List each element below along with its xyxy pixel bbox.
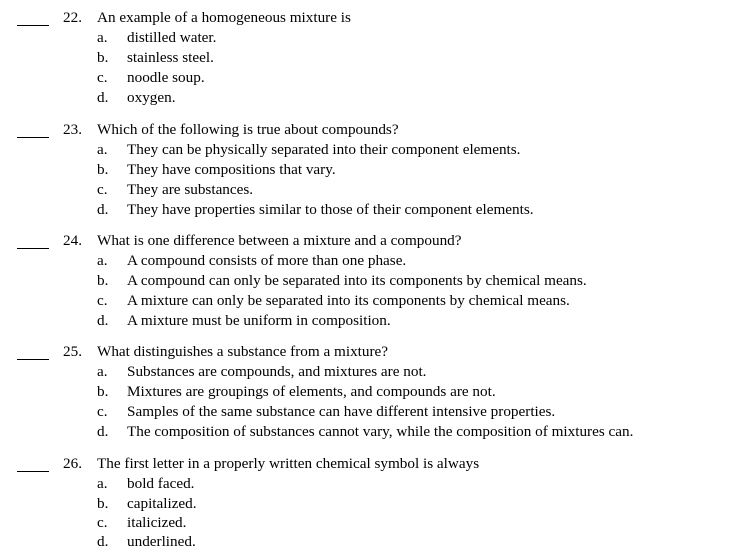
option-text: They can be physically separated into their component elements. xyxy=(127,141,521,158)
option-letter: a. xyxy=(97,252,108,269)
option-letter: d. xyxy=(97,533,109,550)
option-text: A mixture can only be separated into its components by chemical means. xyxy=(127,292,570,309)
question-text: What distinguishes a substance from a mixture? xyxy=(97,343,389,360)
option-letter: d. xyxy=(97,89,109,106)
answer-blank[interactable] xyxy=(17,231,49,249)
option-letter: c. xyxy=(97,181,108,198)
option-text: stainless steel. xyxy=(127,49,214,66)
option-letter: a. xyxy=(97,475,108,492)
option-letter: b. xyxy=(97,383,109,400)
question-number: 23. xyxy=(63,121,82,138)
option-letter: b. xyxy=(97,49,109,66)
option-text: Samples of the same substance can have different intensive properties. xyxy=(127,403,556,420)
option-letter: a. xyxy=(97,141,108,158)
option-letter: d. xyxy=(97,423,109,440)
option-letter: b. xyxy=(97,272,109,289)
option-text: Substances are compounds, and mixtures are not. xyxy=(127,363,427,380)
option-text: They have compositions that vary. xyxy=(127,161,336,178)
option-text: Mixtures are groupings of elements, and compounds are not. xyxy=(127,383,496,400)
option-letter: a. xyxy=(97,29,108,46)
option-text: A compound can only be separated into its components by chemical means. xyxy=(127,272,587,289)
question-text: Which of the following is true about compounds? xyxy=(97,121,399,138)
question-number: 26. xyxy=(63,455,82,472)
answer-blank[interactable] xyxy=(17,342,49,360)
option-text: oxygen. xyxy=(127,89,176,106)
option-letter: a. xyxy=(97,363,108,380)
question-number: 24. xyxy=(63,232,82,249)
option-text: bold faced. xyxy=(127,475,195,492)
option-letter: b. xyxy=(97,161,109,178)
option-letter: c. xyxy=(97,69,108,86)
option-text: italicized. xyxy=(127,514,187,531)
option-text: A mixture must be uniform in composition. xyxy=(127,312,391,329)
option-letter: d. xyxy=(97,312,109,329)
question-text: The first letter in a properly written chemical symbol is always xyxy=(97,455,480,472)
option-letter: c. xyxy=(97,292,108,309)
option-letter: c. xyxy=(97,403,108,420)
answer-blank[interactable] xyxy=(17,120,49,138)
question-text: What is one difference between a mixture and a compound? xyxy=(97,232,462,249)
option-text: They are substances. xyxy=(127,181,254,198)
question-text: An example of a homogeneous mixture is xyxy=(97,9,351,26)
option-text: The composition of substances cannot vary, while the composition of mixtures can. xyxy=(127,423,634,440)
option-text: underlined. xyxy=(127,533,196,550)
option-text: distilled water. xyxy=(127,29,217,46)
answer-blank[interactable] xyxy=(17,8,49,26)
option-letter: c. xyxy=(97,514,108,531)
option-letter: b. xyxy=(97,495,109,512)
answer-blank[interactable] xyxy=(17,454,49,472)
option-text: capitalized. xyxy=(127,495,197,512)
option-text: They have properties similar to those of their component elements. xyxy=(127,201,534,218)
question-number: 22. xyxy=(63,9,82,26)
option-text: noodle soup. xyxy=(127,69,205,86)
option-letter: d. xyxy=(97,201,109,218)
option-text: A compound consists of more than one phase. xyxy=(127,252,407,269)
question-number: 25. xyxy=(63,343,82,360)
